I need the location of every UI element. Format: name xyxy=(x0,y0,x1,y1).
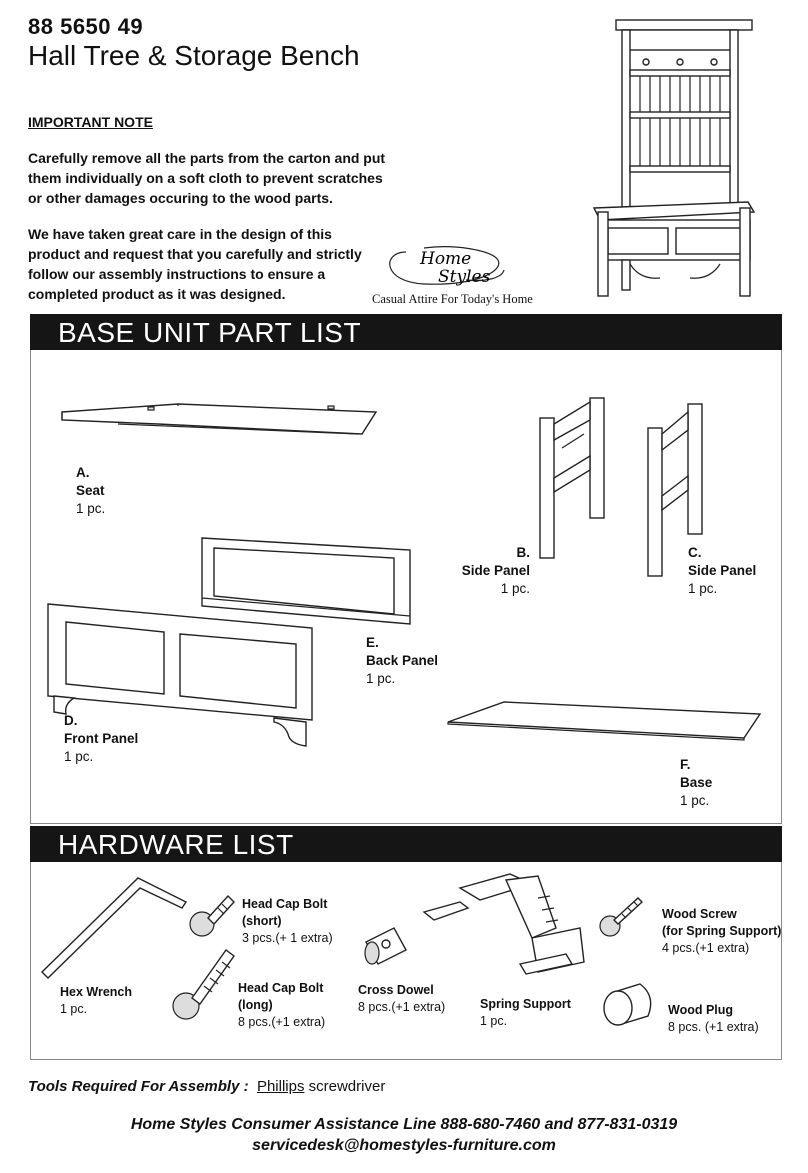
part-a-label: A. Seat 1 pc. xyxy=(76,465,106,516)
note-paragraph-2: We have taken great care in the design of this product and request that you carefully and strictly follow our assembly instructions to ensure a completed product as it was designed. xyxy=(28,226,362,302)
tool-screwdriver: screwdriver xyxy=(308,1078,386,1095)
consumer-assistance-line: Home Styles Consumer Assistance Line 888-680-7460 and 877-831-0319 xyxy=(130,1116,678,1133)
parts-section-title: BASE UNIT PART LIST xyxy=(58,317,362,348)
wood-screw-label: Wood Screw (for Spring Support) 4 pcs.(+1 extra) xyxy=(662,907,782,955)
part-a-seat-drawing xyxy=(58,400,378,440)
brand-tagline: Casual Attire For Today's Home xyxy=(372,292,533,306)
bolt-short-icon xyxy=(188,890,238,940)
tool-phillips: Phillips xyxy=(256,1078,305,1095)
spring-support-icon xyxy=(420,868,590,978)
hardware-section-header xyxy=(30,826,782,862)
parts-section-header xyxy=(30,314,782,350)
product-title: Hall Tree & Storage Bench xyxy=(28,40,360,71)
hall-tree-illustration xyxy=(588,16,758,306)
tools-required xyxy=(28,1078,385,1095)
tools-label: Tools Required For Assembly : xyxy=(28,1078,249,1095)
note-paragraph-1: Carefully remove all the parts from the carton and put them individually on a soft cloth to prevent scratches or other damages occuring to the wood parts. xyxy=(28,150,386,206)
cross-dowel-icon xyxy=(360,922,410,972)
logo-text-styles: Styles xyxy=(438,267,491,287)
spring-support-label: Spring Support 1 pc. xyxy=(480,997,571,1028)
support-email[interactable]: servicedesk@homestyles-furniture.com xyxy=(252,1137,556,1154)
part-d-label: D. Front Panel 1 pc. xyxy=(64,713,139,764)
wood-screw-icon xyxy=(598,890,648,940)
hex-wrench-label: Hex Wrench 1 pc. xyxy=(60,985,133,1016)
part-c-label: C. Side Panel 1 pc. xyxy=(688,545,757,596)
bolt-long-label: Head Cap Bolt (long) 8 pcs.(+1 extra) xyxy=(238,981,326,1029)
product-code: 88 5650 49 xyxy=(28,14,144,39)
cross-dowel-label: Cross Dowel 8 pcs.(+1 extra) xyxy=(358,983,446,1014)
hardware-section-title: HARDWARE LIST xyxy=(58,829,294,860)
part-f-label: F. Base 1 pc. xyxy=(680,757,713,808)
hex-wrench-icon xyxy=(38,872,188,982)
bolt-long-icon xyxy=(170,946,240,1036)
part-b-side-panel-drawing xyxy=(536,394,616,564)
wood-plug-label: Wood Plug 8 pcs. (+1 extra) xyxy=(668,1003,759,1034)
bolt-short-label: Head Cap Bolt (short) 3 pcs.(+ 1 extra) xyxy=(242,897,333,945)
logo-text-home: Home xyxy=(420,249,472,269)
wood-plug-icon xyxy=(600,980,660,1030)
important-note-heading: IMPORTANT NOTE xyxy=(28,114,153,130)
part-f-base-drawing xyxy=(444,700,764,740)
part-b-label: B. Side Panel 1 pc. xyxy=(461,545,530,596)
part-e-label: E. Back Panel 1 pc. xyxy=(366,635,439,686)
